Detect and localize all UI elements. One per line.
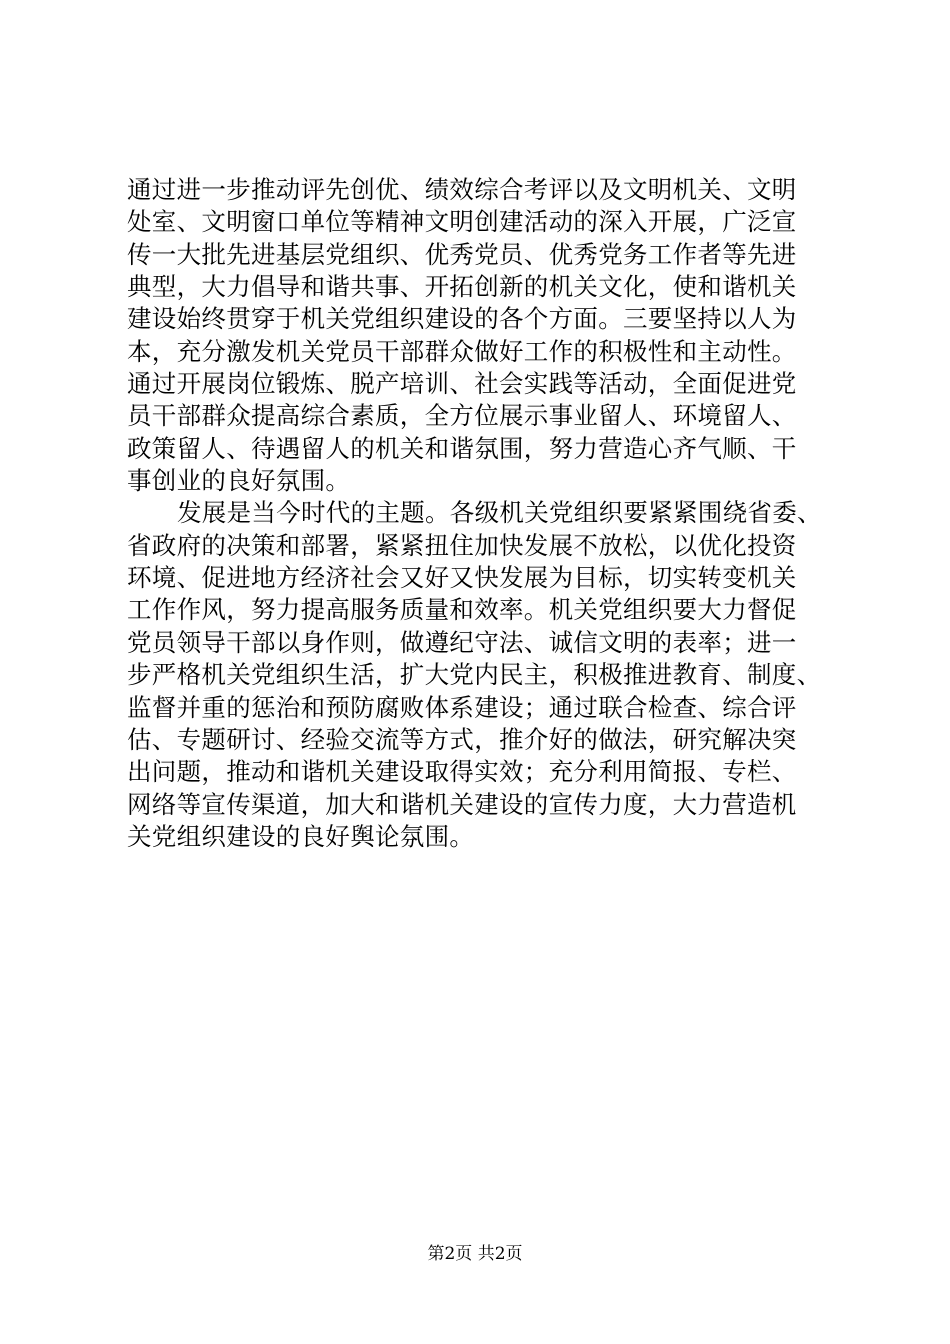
text-line: 本，充分激发机关党员干部群众做好工作的积极性和主动性。 bbox=[127, 336, 797, 366]
page-footer bbox=[0, 1243, 950, 1265]
text-line: 网络等宣传渠道，加大和谐机关建设的宣传力度，大力营造机 bbox=[127, 789, 797, 819]
text-line: 发展是当今时代的主题。各级机关党组织要紧紧围绕省委、 bbox=[177, 498, 822, 528]
text-line: 省政府的决策和部署，紧紧扭住加快发展不放松，以优化投资 bbox=[127, 530, 797, 560]
text-line: 监督并重的惩治和预防腐败体系建设；通过联合检查、综合评 bbox=[127, 692, 797, 722]
text-line: 环境、促进地方经济社会又好又快发展为目标，切实转变机关 bbox=[127, 563, 797, 593]
text-line: 通过进一步推动评先创优、绩效综合考评以及文明机关、文明 bbox=[127, 175, 797, 204]
paragraph-2 bbox=[127, 497, 839, 853]
text-line: 通过开展岗位锻炼、脱产培训、社会实践等活动，全面促进党 bbox=[127, 369, 797, 399]
text-line: 步严格机关党组织生活，扩大党内民主，积极推进教育、制度、 bbox=[127, 660, 822, 690]
text-line: 建设始终贯穿于机关党组织建设的各个方面。三要坚持以人为 bbox=[127, 304, 797, 334]
paragraph-1 bbox=[127, 174, 839, 497]
text-line: 员干部群众提高综合素质，全方位展示事业留人、环境留人、 bbox=[127, 401, 797, 431]
text-line: 事创业的良好氛围。 bbox=[127, 466, 351, 496]
text-line: 关党组织建设的良好舆论氛围。 bbox=[127, 821, 475, 851]
page-number-label: 第2页 共2页 bbox=[427, 1244, 523, 1264]
text-line: 处室、文明窗口单位等精神文明创建活动的深入开展，广泛宣 bbox=[127, 207, 797, 237]
body-text bbox=[127, 174, 839, 853]
text-line: 典型，大力倡导和谐共事、开拓创新的机关文化，使和谐机关 bbox=[127, 272, 797, 302]
text-line: 工作作风，努力提高服务质量和效率。机关党组织要大力督促 bbox=[127, 595, 797, 625]
text-line: 党员领导干部以身作则，做遵纪守法、诚信文明的表率；进一 bbox=[127, 627, 797, 657]
text-line: 估、专题研讨、经验交流等方式，推介好的做法，研究解决突 bbox=[127, 724, 797, 754]
text-line: 传一大批先进基层党组织、优秀党员、优秀党务工作者等先进 bbox=[127, 239, 797, 269]
text-line: 政策留人、待遇留人的机关和谐氛围，努力营造心齐气顺、干 bbox=[127, 433, 797, 463]
text-line: 出问题，推动和谐机关建设取得实效；充分利用简报、专栏、 bbox=[127, 757, 797, 787]
